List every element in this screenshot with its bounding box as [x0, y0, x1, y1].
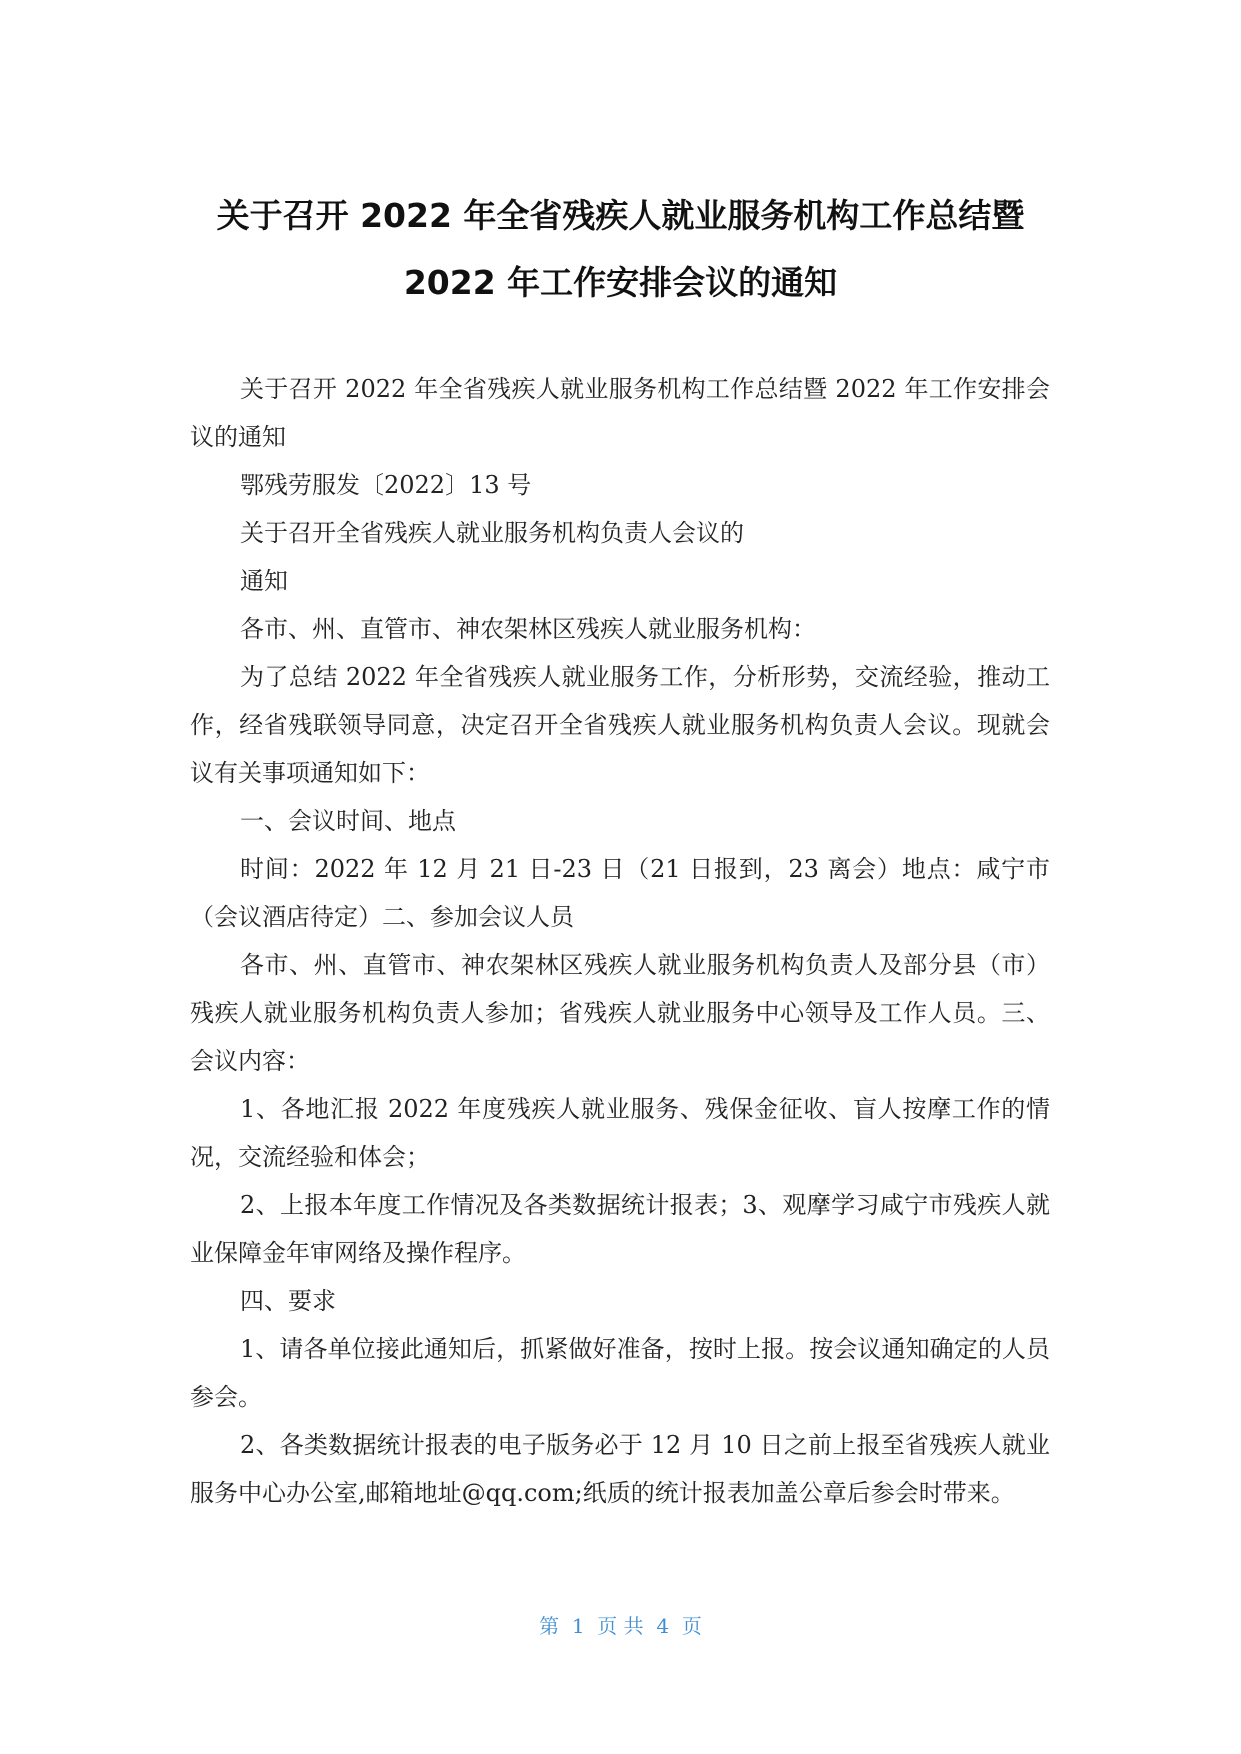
paragraph-recipients: 各市、州、直管市、神农架林区残疾人就业服务机构： [240, 615, 816, 643]
paragraph-attendees: 各市、州、直管市、神农架林区残疾人就业服务机构负责人及部分县（市）残疾人就业服务机构负责人参加；省残疾人就业服务中心领导及工作人员。三、会议内容： [190, 951, 1050, 1075]
page-footer: 第 1 页 共 4 页 [539, 1614, 702, 1638]
paragraph-requirement-2: 2、各类数据统计报表的电子版务必于 12 月 10 日之前上报至省残疾人就业服务中心办公室,邮箱地址@qq.com;纸质的统计报表加盖公章后参会时带来。 [190, 1431, 1050, 1507]
section-heading-time-place: 一、会议时间、地点 [240, 807, 456, 835]
paragraph-purpose: 为了总结 2022 年全省残疾人就业服务工作，分析形势，交流经验，推动工作，经省残联领导同意，决定召开全省残疾人就业服务机构负责人会议。现就会议有关事项通知如下： [190, 663, 1050, 787]
paragraph-inner-title-cont: 通知 [240, 567, 288, 595]
paragraph-inner-title: 关于召开全省残疾人就业服务机构负责人会议的 [240, 519, 744, 547]
paragraph-requirement-1: 1、请各单位接此通知后，抓紧做好准备，按时上报。按会议通知确定的人员参会。 [190, 1335, 1050, 1411]
paragraph-document-number: 鄂残劳服发〔2022〕13 号 [240, 471, 532, 499]
document-title-line-1: 关于召开 2022 年全省残疾人就业服务机构工作总结暨 [216, 196, 1025, 235]
paragraph-time-place: 时间：2022 年 12 月 21 日-23 日（21 日报到，23 离会）地点：咸宁市（会议酒店待定）二、参加会议人员 [190, 855, 1050, 931]
section-heading-requirements: 四、要求 [240, 1287, 336, 1315]
paragraph-content-2: 2、上报本年度工作情况及各类数据统计报表；3、观摩学习咸宁市残疾人就业保障金年审网络及操作程序。 [190, 1191, 1050, 1267]
document-title-line-2: 2022 年工作安排会议的通知 [403, 263, 838, 302]
paragraph-subject: 关于召开 2022 年全省残疾人就业服务机构工作总结暨 2022 年工作安排会议的通知 [190, 375, 1050, 451]
paragraph-content-1: 1、各地汇报 2022 年度残疾人就业服务、残保金征收、盲人按摩工作的情况，交流经验和体会； [190, 1095, 1050, 1171]
document-body [190, 365, 1050, 1517]
